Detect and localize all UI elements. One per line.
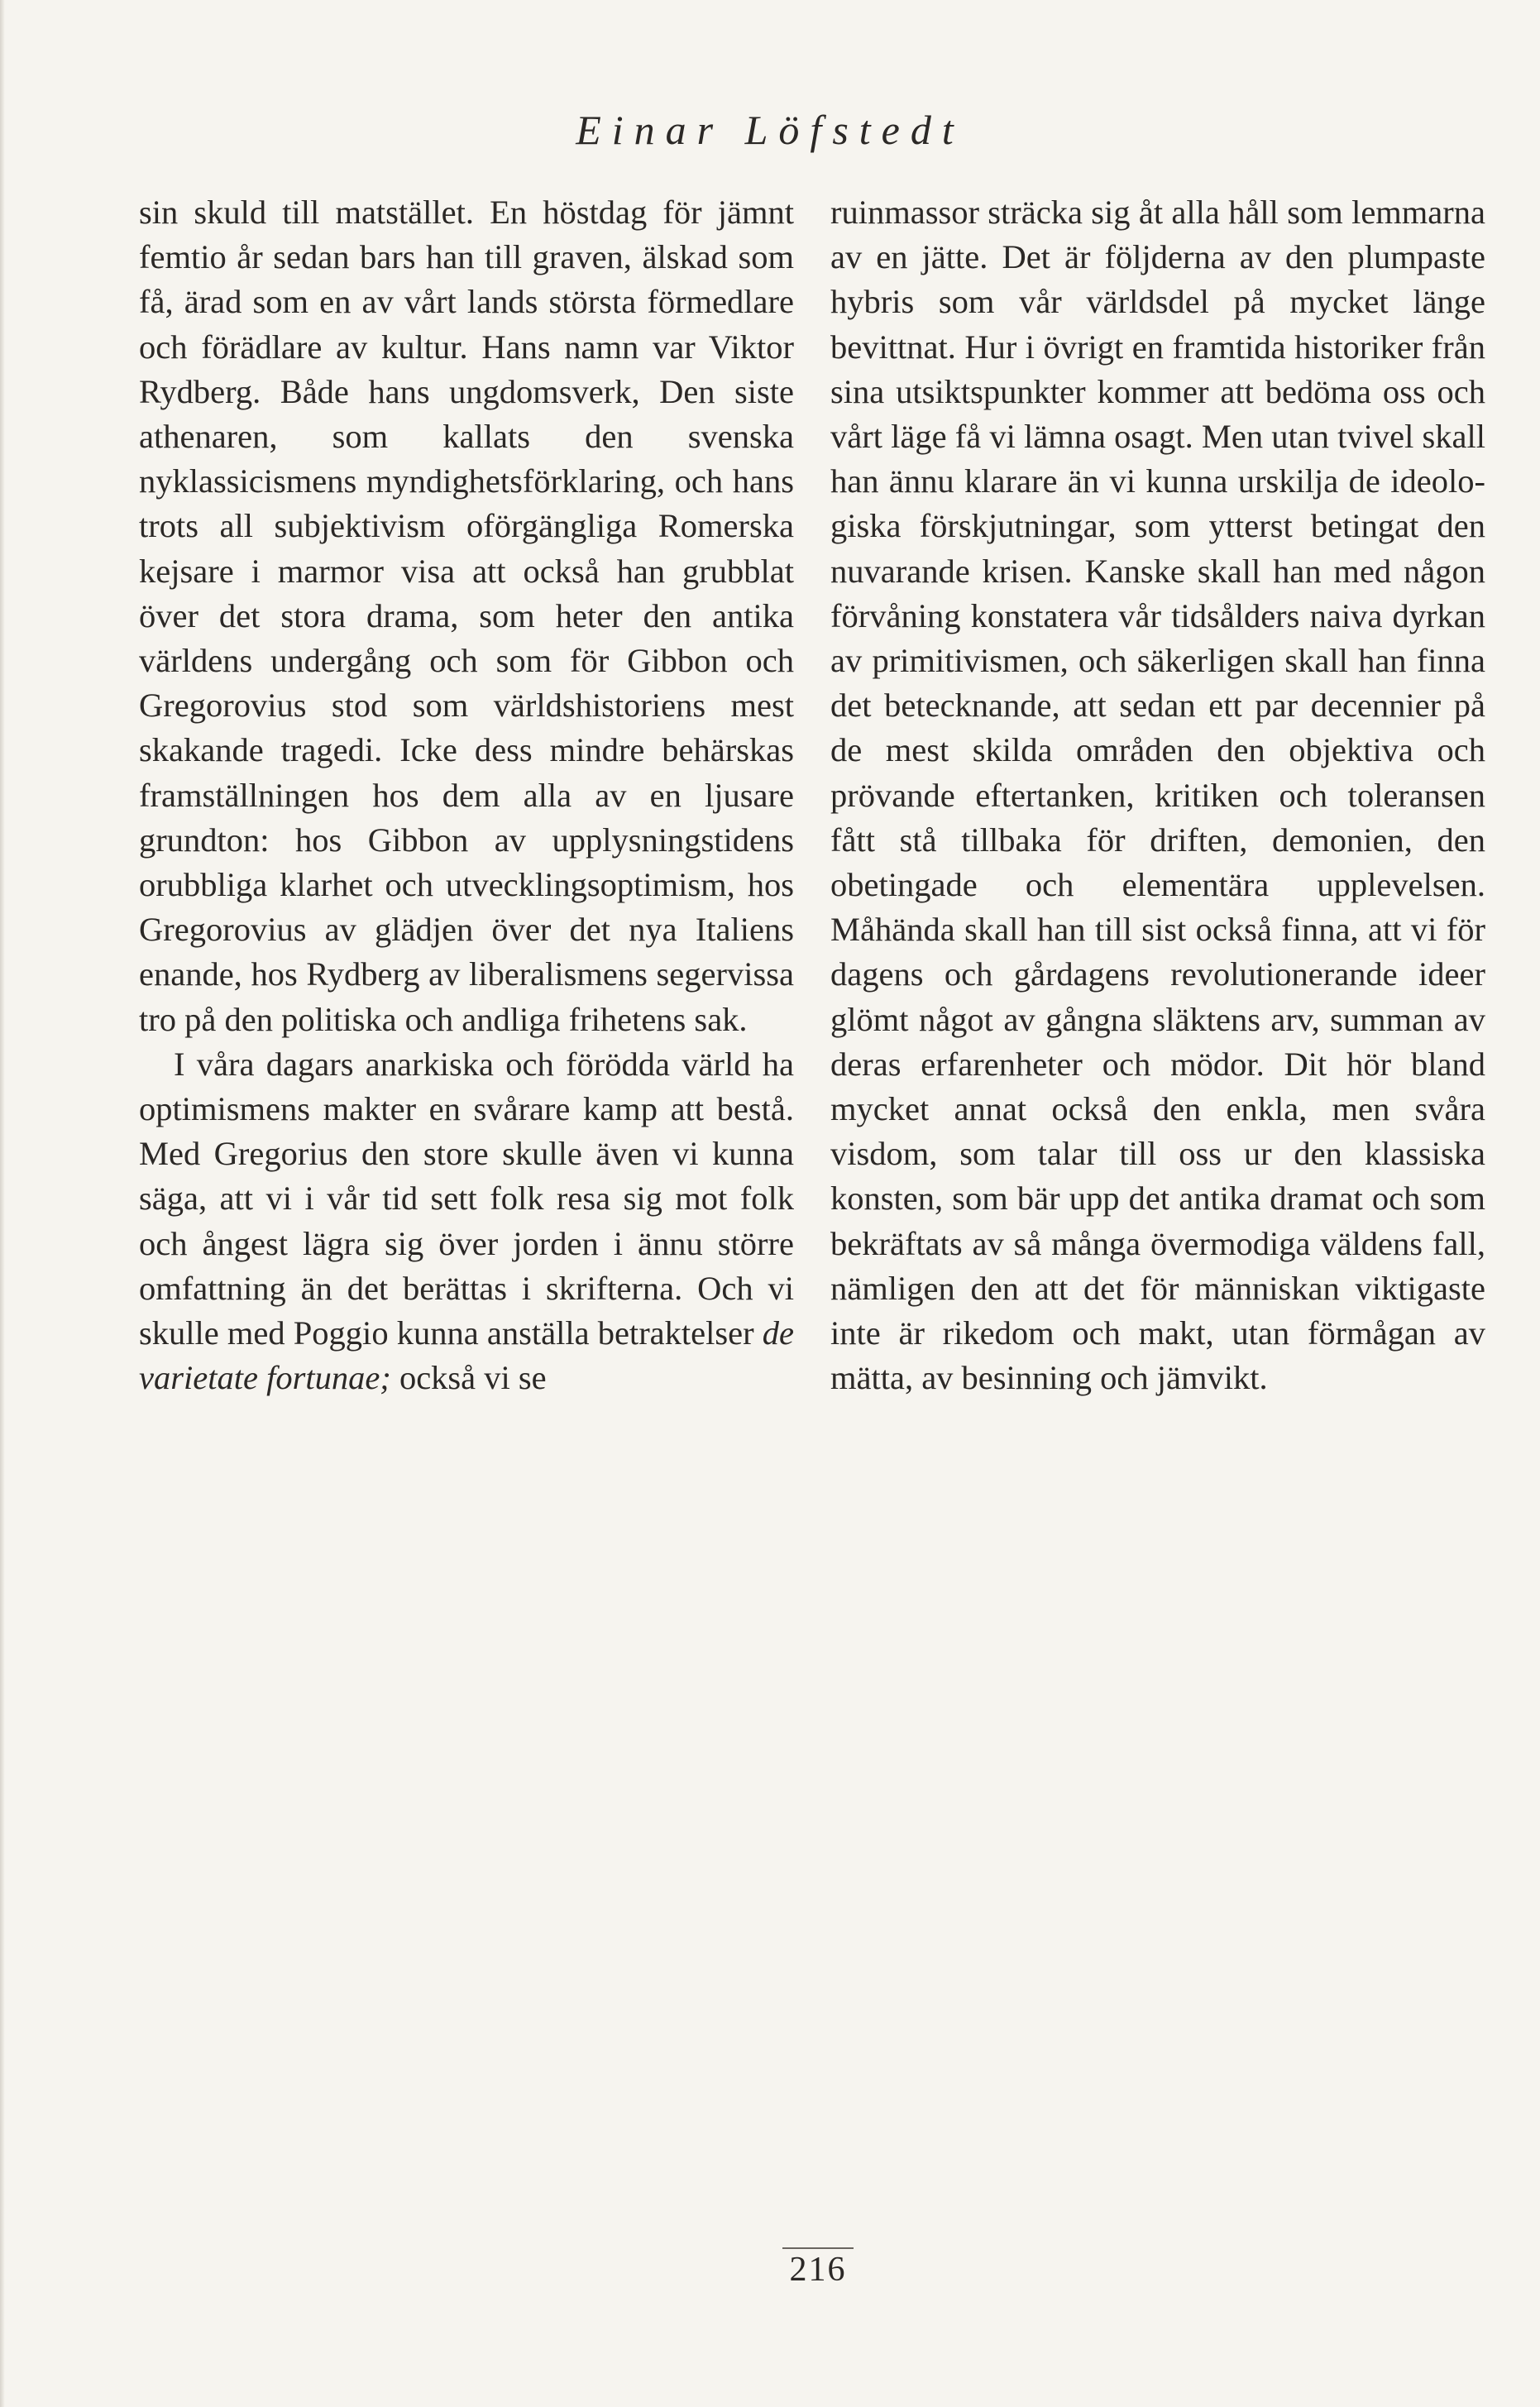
left-paragraph-2: [139, 1042, 794, 1401]
left-column: [139, 190, 794, 1400]
page-edge: [0, 0, 5, 2407]
right-column: [830, 190, 1485, 1400]
italic-latin-phrase: de varietate fortunae;: [139, 1314, 794, 1397]
left-paragraph-2-text: I våra dagars anarkiska och förödda värld ha optimismens makter en svårare kamp att bestå. Med Gregorius den store skulle även vi kunna säga, att vi i vår tid sett folk resa sig mot folk och ångest lägra sig över jorden i ännu större omfattning än det berättas i skrifterna. Och vi skulle med Poggio kunna anställa betraktelser: [139, 1045, 794, 1352]
right-paragraph-1: ruinmassor sträcka sig åt alla håll som lemmarna av en jätte. Det är följderna av den plumpaste hybris som vår världsdel på mycket länge bevittnat. Hur i övrigt en framtida historiker från sina utsiktspunkter kommer att bedöma oss och vårt läge få vi lämna osagt. Men utan tvivel skall han ännu klarare än vi kunna urskilja de ideologiska förskjutningar, som ytterst betingat den nuvarande krisen. Kanske skall han med någon förvåning konstatera vår tidsålders naiva dyrkan av primitivismen, och säkerligen skall han finna det betecknande, att sedan ett par decennier på de mest skilda områden den objektiva och prövande eftertanken, kritiken och toleransen fått stå tillbaka för driften, demonien, den obetingade och elementära upplevelsen. Måhända skall han till sist också finna, att vi för dagens och gårdagens revolutionerande ideer glömt något av gångna släktens arv, summan av deras erfarenheter och mödor. Dit hör bland mycket annat också den enkla, men svåra visdom, som talar till oss ur den klassiska konsten, som bär upp det antika dramat och som bekräftats av så många övermodiga väldens fall, nämligen den att det för människan viktigaste inte är rikedom och makt, utan förmågan av mätta, av besinning och jämvikt.: [830, 194, 1485, 1397]
running-head: Einar Löfstedt: [576, 107, 964, 153]
page-number: 216: [789, 2251, 847, 2289]
left-paragraph-2-end: också vi se: [390, 1359, 547, 1397]
page-number-rule: [782, 2247, 854, 2249]
left-paragraph-1: sin skuld till matstället. En höstdag för jämnt femtio år sedan bars han till graven, älskad som få, ärad som en av vårt lands största förmedlare och förädlare av kultur. Hans namn var Viktor Rydberg. Både hans ungdomsverk, Den siste athenaren, som kallats den svenska nyklassicismens myndighetsförklaring, och hans trots all subjektivism oförgängliga Romerska kejsare i marmor visa att också han grubblat över det stora drama, som heter den antika världens undergång och som för Gibbon och Gregorovius stod som världshistoriens mest skakande tragedi. Icke dess mindre behärskas framställningen hos dem alla av en ljusare grundton: hos Gibbon av upplysningstidens orubbliga klarhet och utvecklingsoptimism, hos Gregorovius av glädjen över det nya Italiens enande, hos Rydberg av liberalismens segervissa tro på den politiska och andliga frihetens sak.: [139, 194, 794, 1038]
